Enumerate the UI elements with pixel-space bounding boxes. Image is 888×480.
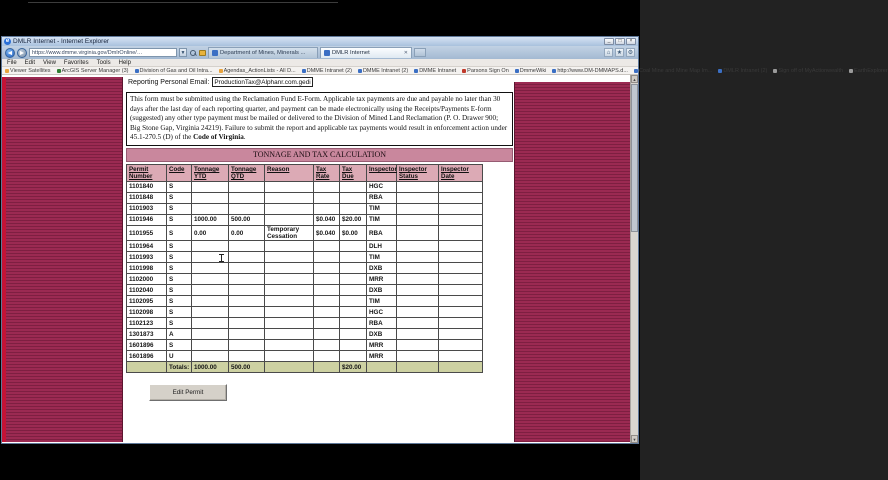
table-cell [229,192,265,203]
table-cell: TIM [367,214,397,225]
table-cell [192,241,229,252]
favorites-item[interactable] [219,68,296,74]
table-cell [439,329,483,340]
table-cell [265,241,314,252]
column-header-link[interactable]: Inspector [367,164,397,181]
table-cell [340,340,367,351]
table-cell: RBA [367,318,397,329]
table-cell: U [167,351,192,362]
table-cell [340,192,367,203]
favorites-item[interactable] [57,68,129,74]
favorites-item-label: Coal Mine and Mine Map Im... [638,67,713,74]
table-row [127,274,483,285]
table-row [127,351,483,362]
favorites-item[interactable] [552,68,628,74]
table-cell: 1101998 [127,263,167,274]
table-cell [340,351,367,362]
table-cell [439,241,483,252]
table-cell [314,181,340,192]
table-header-row [127,164,483,181]
favorites-item-label: DMME Intranet (2) [362,67,409,74]
table-cell: $0.00 [340,225,367,240]
favorites-item-label: Viewer Satellites [10,67,51,74]
table-cell [192,192,229,203]
table-cell [265,329,314,340]
table-cell [229,285,265,296]
table-cell: S [167,181,192,192]
table-cell: S [167,252,192,263]
table-cell [265,274,314,285]
totals-cell [439,362,483,373]
table-cell: 1101848 [127,192,167,203]
favorites-item-label: Sign off of MyActionwealth [778,67,844,74]
table-cell [439,285,483,296]
table-cell: 0.00 [229,225,265,240]
table-cell: S [167,225,192,240]
favorites-item-label: http://www.DM-DMMAPS.d... [557,67,628,74]
totals-cell [127,362,167,373]
table-cell [340,329,367,340]
favorites-item[interactable] [135,68,213,74]
table-cell: MRR [367,274,397,285]
table-cell [439,318,483,329]
column-header-link[interactable]: Permit Number [127,164,167,181]
table-cell: TIM [367,296,397,307]
table-cell: 1601896 [127,351,167,362]
table-cell: Temporary Cessation [265,225,314,240]
ie-icon [414,69,418,73]
table-cell [265,307,314,318]
tools-gear-icon[interactable]: ⚙ [627,50,634,56]
table-cell [192,296,229,307]
table-cell [314,296,340,307]
table-cell: 1102095 [127,296,167,307]
table-cell [439,203,483,214]
table-cell [229,181,265,192]
table-cell [397,225,439,240]
favorites-item-label: Division of Gas and Oil Intra... [139,67,213,74]
table-cell: DXB [367,329,397,340]
search-icon[interactable] [189,49,197,57]
table-cell [265,351,314,362]
ie-logo-icon: e [5,38,10,44]
table-cell [340,274,367,285]
video-artifact-line [28,2,338,3]
email-label: Reporting Personal Email: [128,78,210,86]
table-cell [229,274,265,285]
table-cell [397,285,439,296]
table-cell: RBA [367,225,397,240]
totals-cell: $20.00 [340,362,367,373]
forward-icon[interactable]: ► [18,49,26,57]
ie-icon [552,69,556,73]
table-cell [265,181,314,192]
new-tab-button[interactable] [414,48,426,57]
table-row [127,192,483,203]
table-cell [229,296,265,307]
totals-cell [314,362,340,373]
table-cell: RBA [367,192,397,203]
gray-icon [773,69,777,73]
table-cell [397,241,439,252]
table-cell [439,225,483,240]
gray-icon [849,69,853,73]
table-cell [439,296,483,307]
table-row [127,285,483,296]
table-cell: 0.00 [192,225,229,240]
table-cell [397,214,439,225]
table-cell [397,351,439,362]
table-row [127,318,483,329]
table-cell [397,296,439,307]
table-row [127,203,483,214]
totals-cell [397,362,439,373]
table-cell: 1101964 [127,241,167,252]
favorites-item[interactable] [5,68,51,74]
table-cell [340,318,367,329]
table-cell [340,181,367,192]
table-cell: 1102000 [127,274,167,285]
table-cell [439,307,483,318]
ie-icon [135,69,139,73]
table-cell: A [167,329,192,340]
menu-item-edit[interactable]: Edit [24,59,36,66]
table-cell: S [167,285,192,296]
menu-item-help[interactable]: Help [118,59,131,66]
table-cell [397,252,439,263]
table-cell: $0.040 [314,214,340,225]
table-cell [397,307,439,318]
home-icon[interactable]: ⌂ [604,48,613,57]
column-header-link[interactable]: Inspector Date [439,164,483,181]
column-header-link[interactable]: Tax Rate [314,164,340,181]
favorites-item-label: ArcGIS Server Manager (3) [61,67,129,74]
table-cell: MRR [367,340,397,351]
form-panel [125,92,514,401]
table-cell: TIM [367,252,397,263]
table-cell [340,203,367,214]
table-cell [397,192,439,203]
table-row [127,329,483,340]
favorites-item[interactable] [515,68,547,74]
table-cell: 1102098 [127,307,167,318]
page-content [2,75,638,443]
table-row [127,296,483,307]
table-cell: S [167,192,192,203]
column-header-link[interactable]: Inspector Status [397,164,439,181]
table-cell [314,263,340,274]
table-cell: 1102123 [127,318,167,329]
table-cell [229,307,265,318]
table-cell [397,263,439,274]
table-cell [192,285,229,296]
table-cell: HGC [367,307,397,318]
table-cell: S [167,214,192,225]
table-cell [265,340,314,351]
navigation-bar [2,46,638,59]
table-row [127,307,483,318]
table-cell [340,252,367,263]
scroll-up-icon[interactable]: ▲ [632,77,637,82]
favorites-item[interactable] [718,68,767,74]
table-cell [229,340,265,351]
totals-cell: 500.00 [229,362,265,373]
table-cell: TIM [367,203,397,214]
lock-icon [199,50,206,56]
table-cell: HGC [367,181,397,192]
favorites-item-label: Agendas_ActionLists - All D... [223,67,296,74]
browser-window [1,36,888,444]
left-background-panel [2,77,123,442]
folder-icon [5,69,9,73]
table-row [127,225,483,240]
favorites-item[interactable] [462,68,509,74]
close-icon[interactable]: × [626,38,636,45]
table-cell [229,351,265,362]
table-cell [192,274,229,285]
email-input[interactable]: ProductionTax@Alphanr.com.gedi [212,77,313,87]
red-edge-stripe [2,77,6,442]
table-cell [265,285,314,296]
totals-row [127,362,483,373]
maximize-icon[interactable]: □ [615,38,625,45]
table-cell: S [167,340,192,351]
table-cell [229,263,265,274]
table-cell [314,274,340,285]
table-row [127,181,483,192]
table-cell [265,263,314,274]
totals-cell: 1000.00 [192,362,229,373]
table-cell [265,214,314,225]
favorites-bar [2,67,888,75]
table-cell: 1101903 [127,203,167,214]
ie-icon [302,69,306,73]
menu-item-tools[interactable]: Tools [96,59,111,66]
table-cell: 500.00 [229,214,265,225]
favorites-item[interactable] [634,68,712,74]
table-cell [265,318,314,329]
favorites-item-label: Parsons Sign On [467,67,509,74]
table-cell [314,192,340,203]
table-cell [192,263,229,274]
table-cell: 1102040 [127,285,167,296]
table-cell: 1101840 [127,181,167,192]
table-cell [314,318,340,329]
table-cell: 1101993 [127,252,167,263]
totals-cell [265,362,314,373]
totals-cell [367,362,397,373]
favorites-item[interactable] [773,68,843,74]
address-bar[interactable]: https://www.dmme.virginia.gov/DmlrOnline/… [29,48,177,57]
table-cell [340,263,367,274]
table-cell [314,203,340,214]
globe-icon [57,69,61,73]
table-row [127,340,483,351]
table-cell: 1301873 [127,329,167,340]
ribbon-icon [462,69,466,73]
title-bar [2,37,638,46]
table-cell [397,181,439,192]
table-row [127,214,483,225]
table-cell [439,340,483,351]
table-cell: S [167,263,192,274]
table-cell [314,351,340,362]
vertical-scrollbar[interactable] [630,75,638,443]
tax-table [126,164,483,373]
page-icon [324,50,330,56]
favorites-item[interactable] [358,68,408,74]
table-cell [265,203,314,214]
table-cell [397,329,439,340]
menu-item-view[interactable]: View [43,59,56,66]
window-title: DMLR Internet - Internet Explorer [13,38,110,45]
table-cell: S [167,318,192,329]
favorites-item-label: DmmeWiki [519,67,547,74]
column-header-link[interactable]: Tonnage YTD [192,164,229,181]
menu-item-favorites[interactable]: Favorites [63,59,89,66]
instructions-text: This form must be submitted using the Reclamation Fund E-Form. Applicable tax payments are due and payable no later than 30 days after the last day of each reporting quarter, and payment can be made electronically using the Receipts/Payments E-form (suggested) any other type payment must be mailed or delivered to the Division of Mined Land Reclamation (P. O. Drawer 900; Big Stone Gap, Virginia 24219). Failure to submit the report and applicable tax payments would result in enforcement action under 45.1-270.5 (D) of the Code of Virginia. [126,92,513,146]
table-cell [314,329,340,340]
table-cell [265,252,314,263]
table-cell [314,307,340,318]
table-cell [314,340,340,351]
favorites-item-label: DMME Intranet (2) [306,67,352,74]
table-cell [192,351,229,362]
table-cell [192,340,229,351]
table-cell [439,252,483,263]
table-cell [192,203,229,214]
favorites-star-icon[interactable]: ★ [616,50,623,56]
table-cell: 1101946 [127,214,167,225]
favorites-item-label: DMLR Intranet (2) [723,67,768,74]
ie-icon [515,69,519,73]
ie-icon [634,69,638,73]
favorites-item[interactable] [302,68,352,74]
table-cell [397,274,439,285]
tab-dmlr-internet[interactable]: DMLR Internet ✕ [320,47,412,58]
table-cell [229,203,265,214]
table-row [127,252,483,263]
favorites-item-label: DMME Intranet [419,67,457,74]
table-cell [439,274,483,285]
chevron-down-icon[interactable]: ▼ [180,50,186,56]
table-cell: 1601896 [127,340,167,351]
table-cell [192,318,229,329]
table-cell [229,329,265,340]
table-cell [340,285,367,296]
table-cell [265,192,314,203]
table-cell [397,340,439,351]
table-cell [439,192,483,203]
table-cell: $0.040 [314,225,340,240]
table-cell [229,241,265,252]
section-title: TONNAGE AND TAX CALCULATION [126,148,513,162]
table-cell [265,296,314,307]
table-cell: S [167,241,192,252]
table-cell: DLH [367,241,397,252]
column-header-link[interactable]: Tonnage QTD [229,164,265,181]
folder-icon [219,69,223,73]
favorites-item[interactable] [414,68,456,74]
table-cell [397,203,439,214]
table-cell: S [167,203,192,214]
page-icon [212,50,218,56]
table-cell: DXB [367,263,397,274]
minimize-icon[interactable]: _ [604,38,614,45]
table-cell [340,307,367,318]
table-cell [340,296,367,307]
table-cell [340,241,367,252]
table-row [127,263,483,274]
table-cell [192,307,229,318]
tab-close-icon[interactable]: ✕ [403,50,408,56]
scroll-down-icon[interactable]: ▼ [632,437,637,442]
table-cell: MRR [367,351,397,362]
column-header-link[interactable]: Reason [265,164,314,181]
menu-bar [2,59,638,67]
table-cell: $20.00 [340,214,367,225]
table-cell [192,329,229,340]
ie-icon [718,69,722,73]
favorites-item-label: EarthExplorer [854,67,888,74]
ie-icon [358,69,362,73]
table-cell [314,241,340,252]
table-cell [439,351,483,362]
scrollbar-thumb[interactable] [631,84,638,232]
table-row [127,241,483,252]
table-cell [192,181,229,192]
column-header-link[interactable]: Code [167,164,192,181]
favorites-item[interactable] [849,68,888,74]
table-cell [314,285,340,296]
back-icon[interactable]: ◄ [6,49,14,57]
table-cell: 1000.00 [192,214,229,225]
table-cell [229,318,265,329]
totals-label: Totals: [167,362,192,373]
table-cell [439,214,483,225]
table-cell [439,263,483,274]
mouse-cursor-ibeam [219,254,224,262]
column-header-link[interactable]: Tax Due [340,164,367,181]
table-cell: DXB [367,285,397,296]
table-cell: S [167,296,192,307]
table-cell [439,181,483,192]
menu-item-file[interactable]: File [7,59,17,66]
table-cell [314,252,340,263]
table-cell [397,318,439,329]
edit-permit-button[interactable]: Edit Permit [149,384,227,401]
tab-dept-mines[interactable]: Department of Mines, Minerals ... [208,47,318,58]
right-background-panel [514,82,633,442]
table-cell: S [167,307,192,318]
table-cell: 1101955 [127,225,167,240]
table-cell: S [167,274,192,285]
table-cell [229,252,265,263]
